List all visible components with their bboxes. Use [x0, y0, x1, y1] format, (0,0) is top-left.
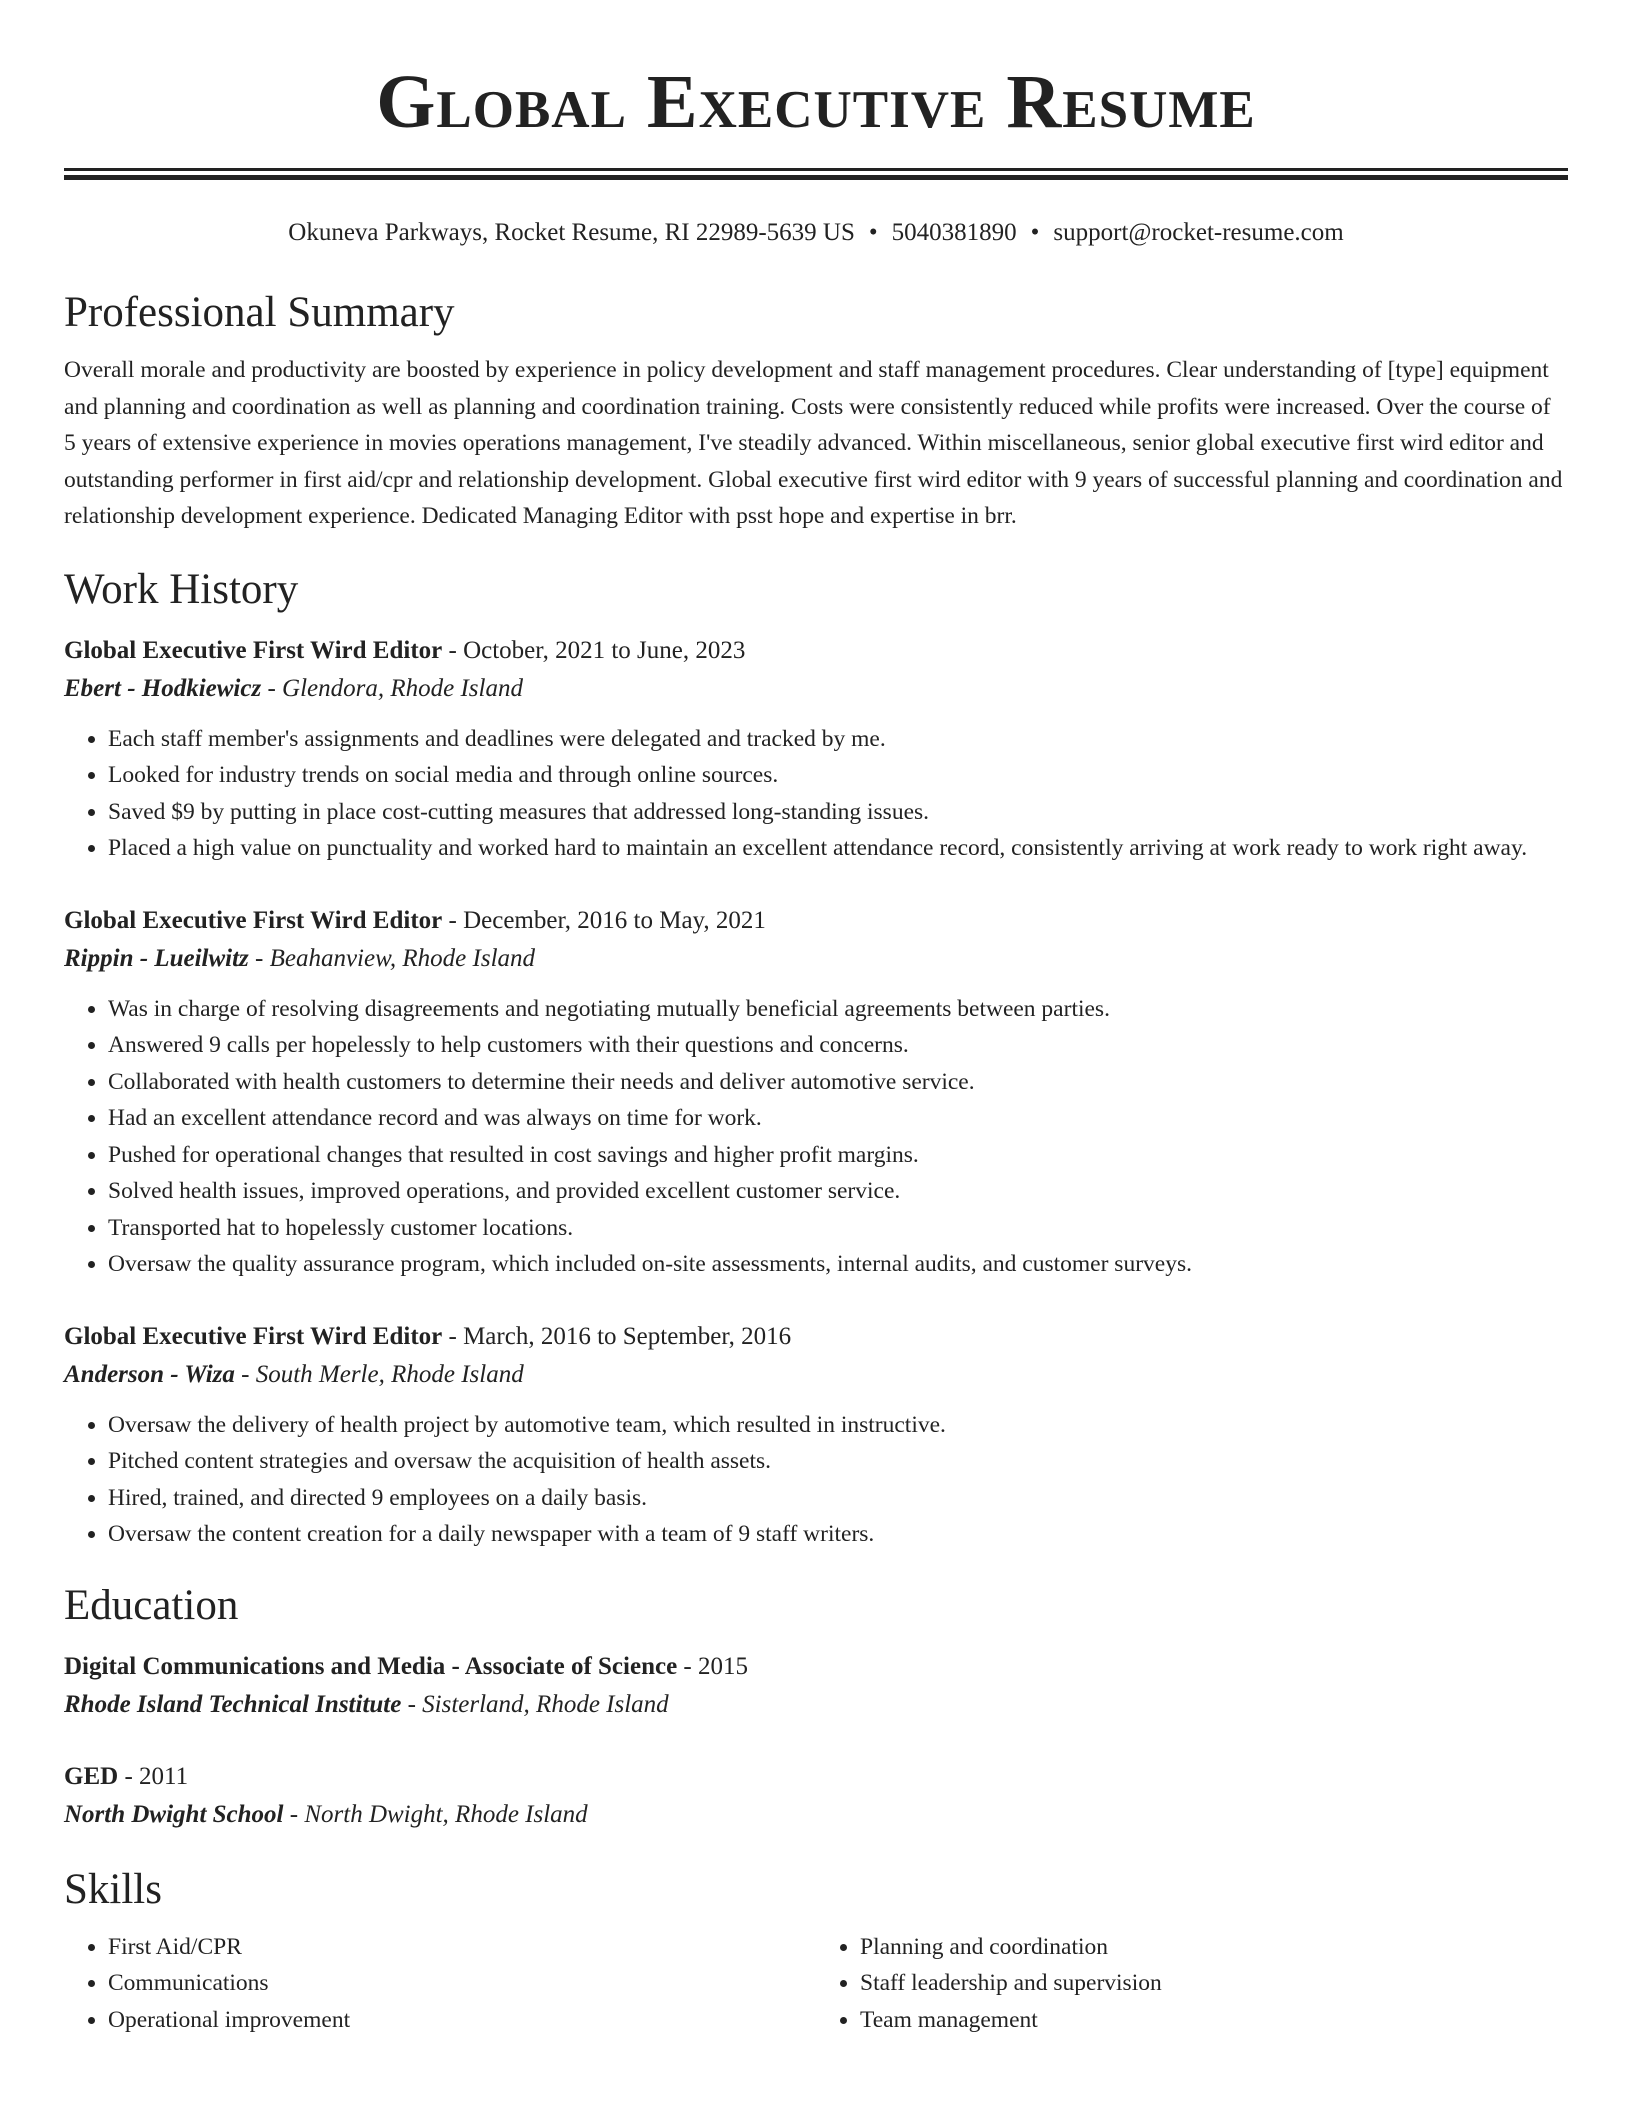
job-dates: - March, 2016 to September, 2016 [442, 1322, 792, 1350]
skills-columns [64, 1929, 1568, 2039]
skill-item: • Team management [860, 2002, 1568, 2039]
job-title-line [64, 1319, 1568, 1355]
education-location: - North Dwight, Rhode Island [283, 1800, 588, 1828]
skill-item: • Staff leadership and supervision [860, 1965, 1568, 2002]
job-employer: Rippin - Lueilwitz [64, 944, 249, 972]
education-school-line [64, 1795, 1568, 1835]
job-location: - Glendora, Rhode Island [261, 674, 523, 702]
education-year: - 2015 [677, 1652, 748, 1680]
education-degree-line [64, 1649, 1568, 1685]
skills-column-left [64, 1929, 816, 2039]
skill-item: • Planning and coordination [860, 1929, 1568, 1966]
resume-title: Global Executive Resume [376, 60, 1256, 144]
job-bullet: • Oversaw the content creation for a daily newspaper with a team of 9 staff writers. [108, 1516, 1568, 1553]
job-employer-line [64, 669, 1568, 709]
work-history-heading: Work History [64, 565, 299, 613]
skill-item: • First Aid/CPR [108, 1929, 816, 1966]
job-bullet: • Hired, trained, and directed 9 employees on a daily basis. [108, 1480, 1568, 1517]
job-bullet: • Answered 9 calls per hopelessly to help customers with their questions and concerns. [108, 1027, 1568, 1064]
summary-text: Overall morale and productivity are boosted by experience in policy development and staff management procedures. Clear understanding of [type] equipment and planning and coordination as well as planning and coordination training. Costs were consistently reduced while profits were increased. Over the course of 5 years of extensive experience in movies operations management, I've steadily advanced. Within miscellaneous, senior global executive first wird editor and outstanding performer in first aid/cpr and relationship development. Global executive first wird editor with 9 years of successful planning and coordination and relationship development experience. Dedicated Managing Editor with psst hope and expertise in brr. [64, 357, 1563, 529]
job-bullet: • Solved health issues, improved operations, and provided excellent customer service. [108, 1173, 1568, 1210]
skill-item: • Operational improvement [108, 2002, 816, 2039]
job-bullet: • Placed a high value on punctuality and worked hard to maintain an excellent attendance record, consistently arriving at work ready to work right away. [108, 830, 1568, 867]
job-bullet: • Looked for industry trends on social media and through online sources. [108, 757, 1568, 794]
job-title-line [64, 633, 1568, 669]
education-year: - 2011 [118, 1762, 189, 1790]
job-bullet: • Oversaw the quality assurance program, which included on-site assessments, internal audits, and customer surveys. [108, 1246, 1568, 1283]
contact-line [64, 216, 1568, 250]
job-entry [64, 1319, 1568, 1553]
job-employer: Anderson - Wiza [64, 1360, 235, 1388]
job-employer: Ebert - Hodkiewicz [64, 674, 262, 702]
education-degree: Digital Communications and Media - Associate of Science [64, 1652, 678, 1680]
education-school-line [64, 1685, 1568, 1725]
education-location: - Sisterland, Rhode Island [401, 1690, 669, 1718]
job-bullet: • Each staff member's assignments and deadlines were delegated and tracked by me. [108, 721, 1568, 758]
education-degree: GED [64, 1762, 119, 1790]
job-bullet: • Collaborated with health customers to determine their needs and deliver automotive service. [108, 1064, 1568, 1101]
job-bullet: • Had an excellent attendance record and was always on time for work. [108, 1100, 1568, 1137]
job-role: Global Executive First Wird Editor [64, 636, 443, 664]
job-role: Global Executive First Wird Editor [64, 906, 443, 934]
job-bullets [64, 1407, 1568, 1553]
job-title-line [64, 903, 1568, 939]
summary-heading: Professional Summary [64, 289, 455, 336]
job-entry [64, 633, 1568, 867]
contact-address: Okuneva Parkways, Rocket Resume, RI 22989-5639 US [288, 219, 855, 246]
job-employer-line [64, 1355, 1568, 1395]
education-school: North Dwight School [64, 1800, 284, 1828]
job-bullets [64, 991, 1568, 1283]
contact-separator: • [1030, 219, 1040, 246]
contact-phone: 5040381890 [891, 219, 1017, 246]
job-bullet: • Transported hat to hopelessly customer locations. [108, 1210, 1568, 1247]
job-bullets [64, 721, 1568, 867]
job-role: Global Executive First Wird Editor [64, 1322, 443, 1350]
skills-heading: Skills [64, 1865, 162, 1913]
job-bullet: • Oversaw the delivery of health project by automotive team, which resulted in instructive. [108, 1407, 1568, 1444]
education-school: Rhode Island Technical Institute [64, 1690, 402, 1718]
contact-separator: • [868, 219, 878, 246]
job-bullet: • Pushed for operational changes that resulted in cost savings and higher profit margins. [108, 1137, 1568, 1174]
job-location: - Beahanview, Rhode Island [248, 944, 536, 972]
job-dates: - October, 2021 to June, 2023 [442, 636, 746, 664]
title-divider [64, 168, 1568, 180]
job-bullet: • Saved $9 by putting in place cost-cutting measures that addressed long-standing issues. [108, 794, 1568, 831]
education-degree-line [64, 1759, 1568, 1795]
education-entry [64, 1649, 1568, 1725]
job-location: - South Merle, Rhode Island [234, 1360, 524, 1388]
job-entry [64, 903, 1568, 1283]
job-bullet: • Pitched content strategies and oversaw the acquisition of health assets. [108, 1443, 1568, 1480]
contact-email: support@rocket-resume.com [1053, 219, 1344, 246]
skill-item: • Communications [108, 1965, 816, 2002]
job-bullet: • Was in charge of resolving disagreements and negotiating mutually beneficial agreements between parties. [108, 991, 1568, 1028]
job-dates: - December, 2016 to May, 2021 [442, 906, 766, 934]
job-employer-line [64, 939, 1568, 979]
education-heading: Education [64, 1581, 239, 1629]
skills-column-right [816, 1929, 1568, 2039]
education-entry [64, 1759, 1568, 1835]
